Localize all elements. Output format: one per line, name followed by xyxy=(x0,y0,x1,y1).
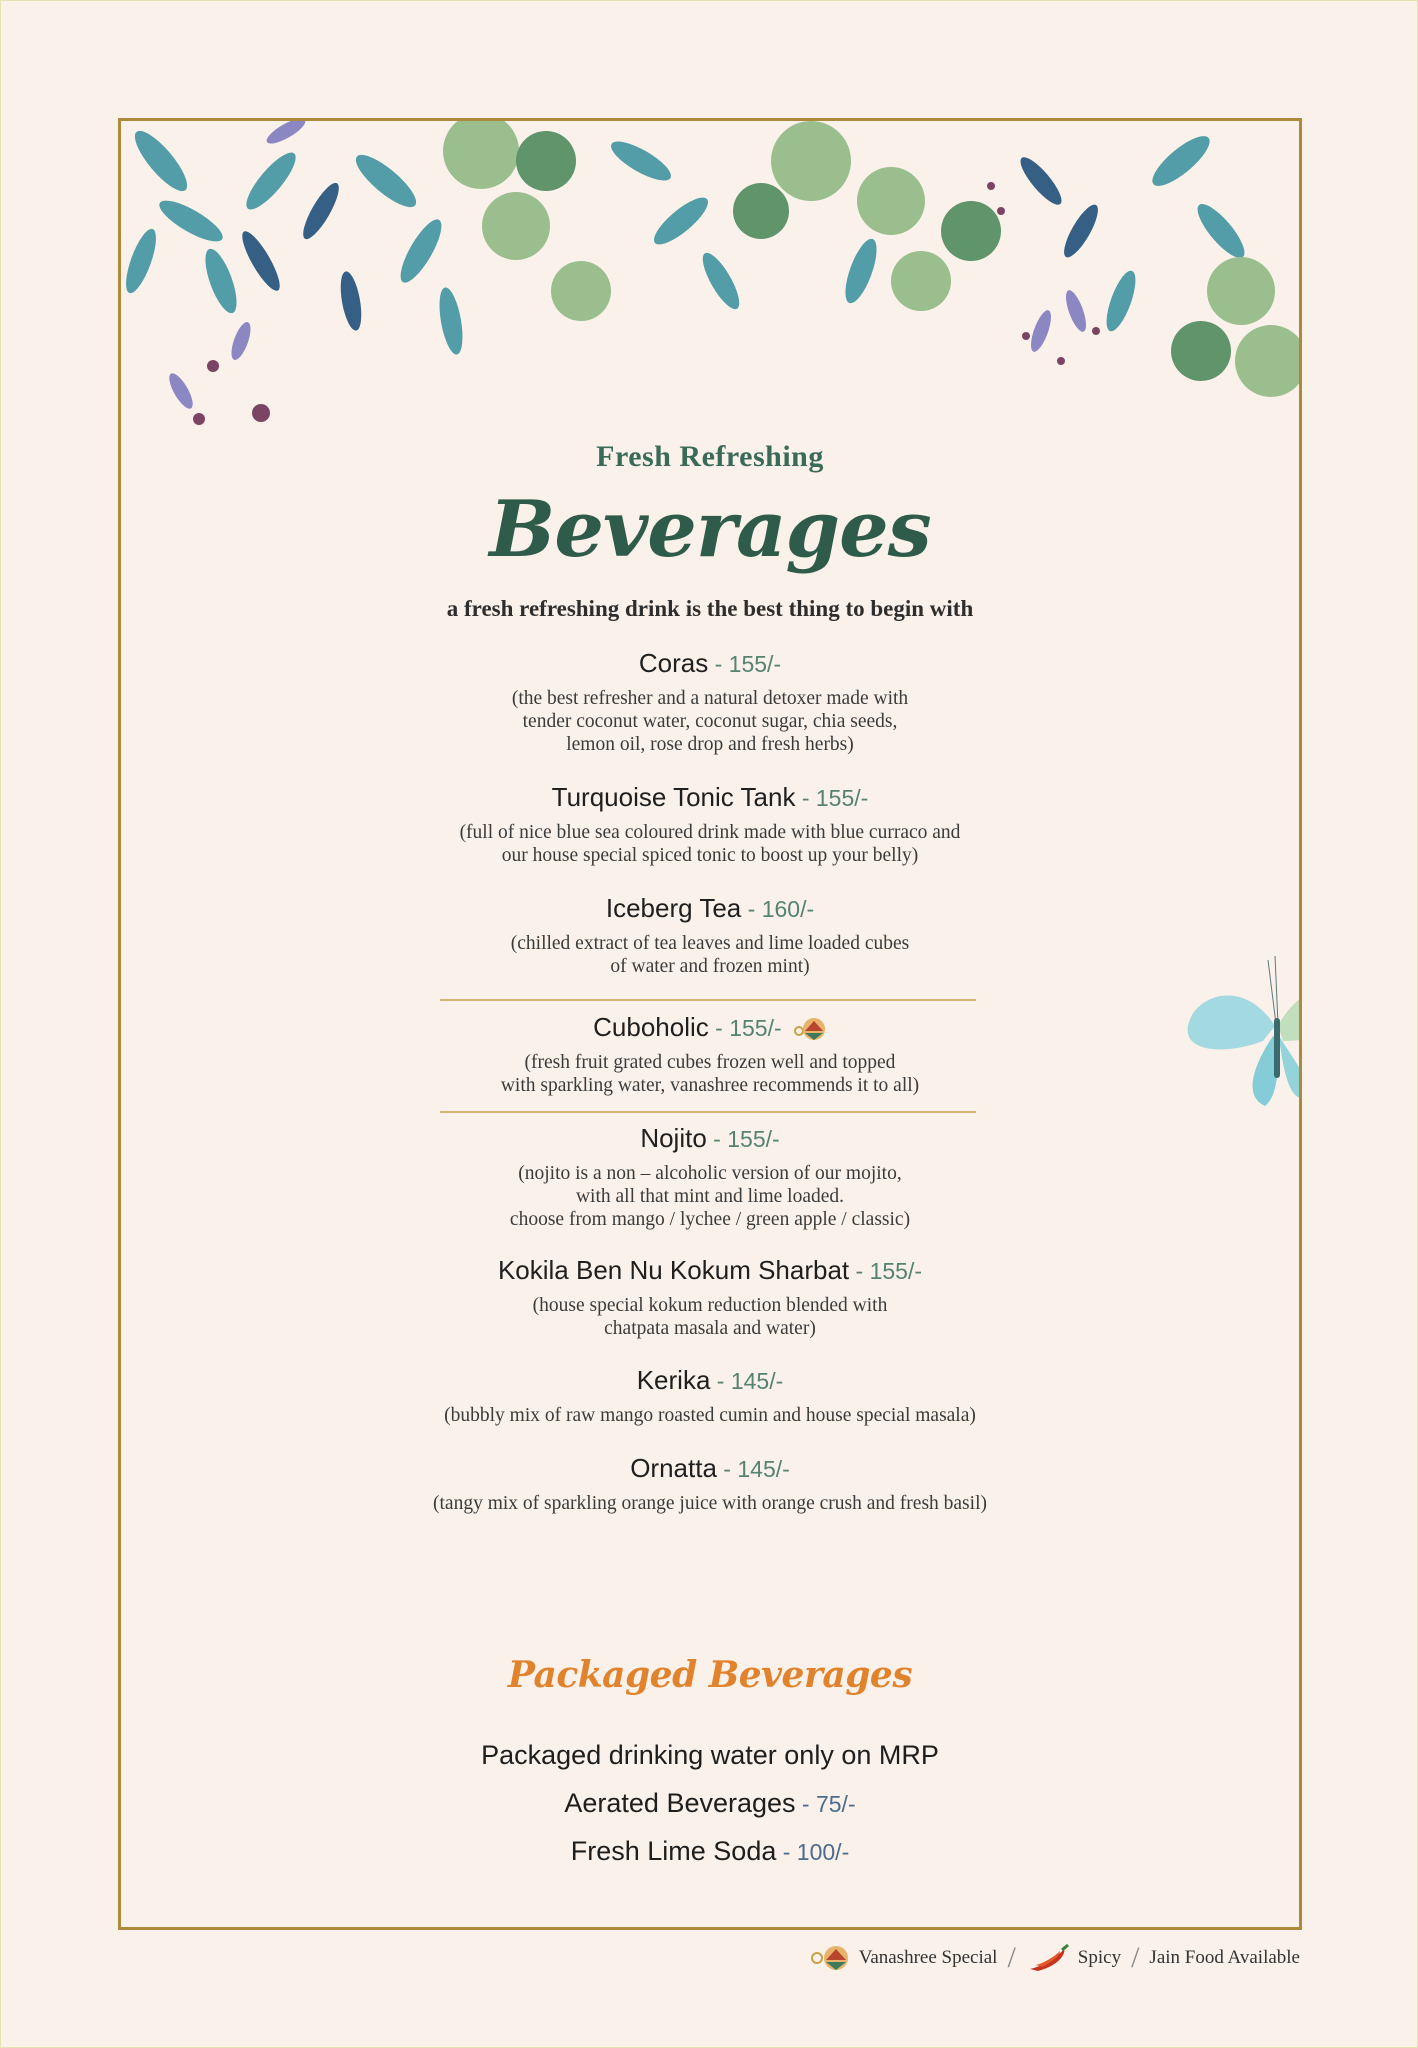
legend-special-label: Vanashree Special xyxy=(858,1947,998,1968)
vanashree-special-icon xyxy=(809,1944,851,1972)
packaged-item xyxy=(118,1836,1302,1867)
menu-item xyxy=(118,1451,1302,1515)
highlight-rule-top xyxy=(440,999,976,1001)
vanashree-special-icon xyxy=(793,1015,827,1043)
packaged-item-name: Packaged drinking water only on MRP xyxy=(481,1740,939,1770)
item-price: - 155/- xyxy=(706,1126,780,1152)
item-price: - 160/- xyxy=(741,896,815,922)
item-price: - 155/- xyxy=(849,1258,923,1284)
packaged-item-name: Fresh Lime Soda xyxy=(570,1836,777,1866)
page-title: Beverages xyxy=(489,484,931,575)
item-name: Kokila Ben Nu Kokum Sharbat xyxy=(497,1255,850,1285)
item-description: (the best refresher and a natural detoxer made with tender coconut water, coconut sugar, chia seeds, lemon oil, rose drop and fresh herbs) xyxy=(511,688,909,755)
item-description: (chilled extract of tea leaves and lime loaded cubes of water and frozen mint) xyxy=(510,933,910,977)
packaged-item-price: - 100/- xyxy=(776,1839,850,1865)
item-description: (full of nice blue sea coloured drink made with blue curraco and our house special spiced tonic to boost up your belly) xyxy=(459,822,961,866)
item-description: (house special kokum reduction blended with chatpata masala and water) xyxy=(532,1295,888,1339)
packaged-item xyxy=(118,1788,1302,1819)
item-description: (nojito is a non – alcoholic version of our mojito, with all that mint and lime loaded. choose from mango / lychee / green apple / classic) xyxy=(509,1163,911,1230)
item-name: Cuboholic xyxy=(593,1012,709,1042)
menu-item xyxy=(118,1363,1302,1427)
foliage-illustration xyxy=(121,121,1299,451)
item-name: Coras xyxy=(638,648,709,678)
item-name: Iceberg Tea xyxy=(605,893,742,923)
item-name: Ornatta xyxy=(630,1453,717,1483)
section-eyebrow: Fresh Refreshing xyxy=(596,440,824,473)
menu-item xyxy=(118,891,1302,978)
item-name: Nojito xyxy=(640,1123,707,1153)
item-name: Kerika xyxy=(636,1365,711,1395)
menu-item xyxy=(118,1253,1302,1340)
menu-item-highlighted xyxy=(118,1010,1302,1097)
item-price: - 155/- xyxy=(795,785,869,811)
menu-item xyxy=(118,1121,1302,1231)
menu-item xyxy=(118,780,1302,867)
legend-separator: / xyxy=(1131,1941,1140,1974)
item-price: - 155/- xyxy=(708,651,782,677)
legend-spicy-label: Spicy xyxy=(1077,1947,1122,1968)
packaged-item-name: Aerated Beverages xyxy=(564,1788,796,1818)
tagline: a fresh refreshing drink is the best thing to begin with xyxy=(446,596,974,621)
chili-icon xyxy=(1026,1943,1070,1973)
item-price: - 155/- xyxy=(708,1015,782,1041)
legend-jain-label: Jain Food Available xyxy=(1149,1947,1300,1968)
packaged-item xyxy=(118,1740,1302,1771)
legend-separator: / xyxy=(1007,1941,1016,1974)
item-description: (tangy mix of sparkling orange juice with orange crush and fresh basil) xyxy=(433,1493,987,1514)
item-description: (bubbly mix of raw mango roasted cumin and house special masala) xyxy=(444,1405,976,1426)
packaged-item-price: - 75/- xyxy=(795,1791,856,1817)
item-name: Turquoise Tonic Tank xyxy=(551,782,796,812)
item-price: - 145/- xyxy=(710,1368,784,1394)
legend xyxy=(809,1940,1300,1976)
item-price: - 145/- xyxy=(716,1456,790,1482)
item-description: (fresh fruit grated cubes frozen well and topped with sparkling water, vanashree recommends it to all) xyxy=(500,1052,920,1096)
highlight-rule-bottom xyxy=(440,1111,976,1113)
packaged-section-title: Packaged Beverages xyxy=(507,1654,913,1696)
menu-item xyxy=(118,646,1302,756)
